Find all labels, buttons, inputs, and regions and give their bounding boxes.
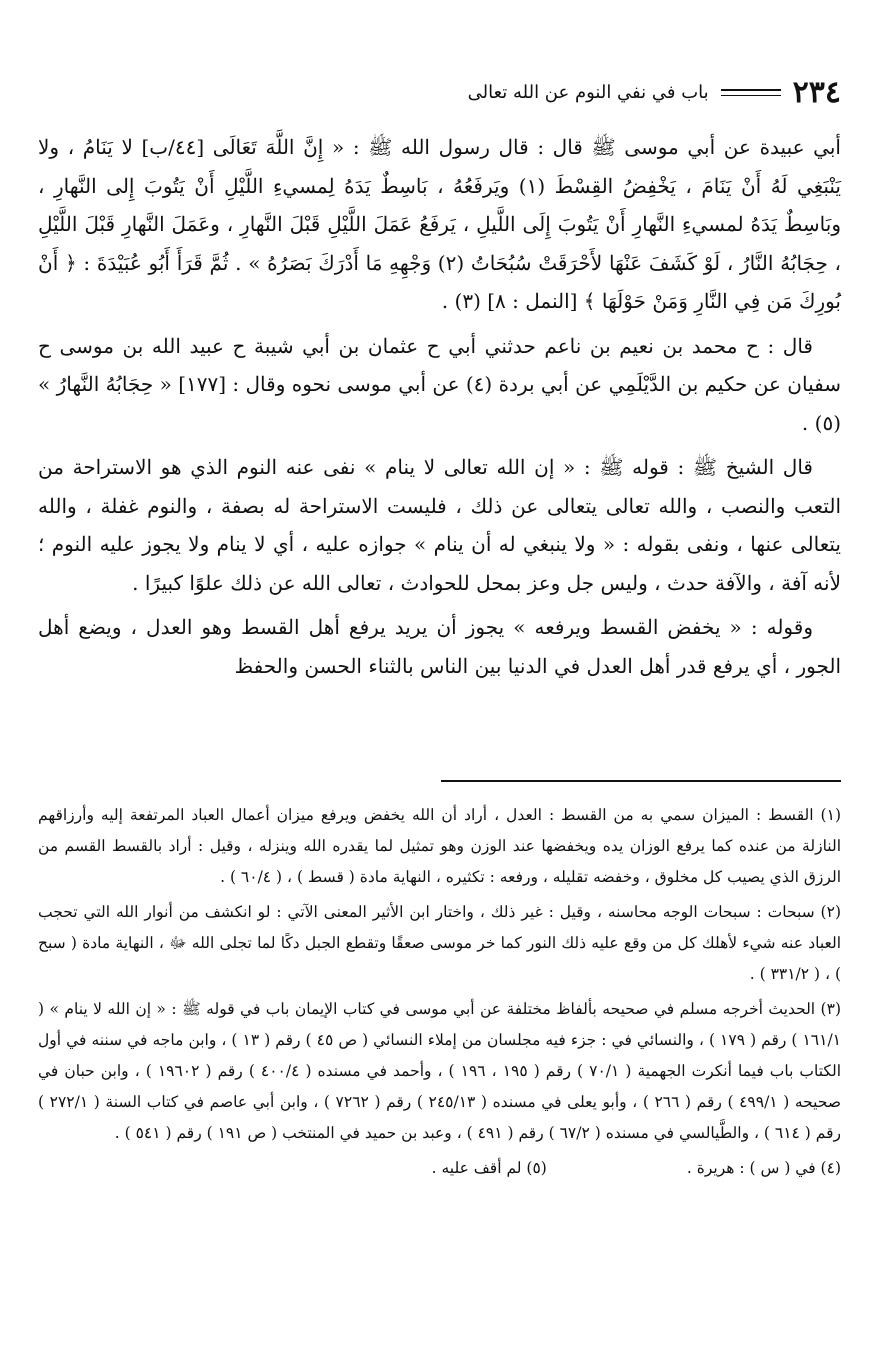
main-text <box>38 128 841 691</box>
paragraph-explanation: وقوله : « يخفض القسط ويرفعه » يجوز أن يريد يرفع أهل القسط وهو العدل ، ويضع أهل الجور ، أي يرفع قدر أهل العدل في الدنيا بين الناس بالثناء الحسن والحفظ <box>38 615 841 678</box>
header-rule <box>721 89 781 96</box>
running-title: باب في نفي النوم عن الله تعالى <box>467 81 709 103</box>
footnote-4: (٤) في ( س ) : هريرة . <box>686 1159 841 1177</box>
paragraph-isnad: قال : ح محمد بن نعيم بن ناعم حدثني أبي ح عثمان بن أبي شيبة ح عبيد الله بن موسى ح سفيان عن حكيم بن الدَّيْلَمِي عن أبي بردة (٤) عن أبي موسى نحوه وقال : [١٧٧] « حِجَابُهُ النَّهارُ » (٥) . <box>38 333 841 435</box>
footnote-2: (٢) سبحات : سبحات الوجه محاسنه ، وقيل : غير ذلك ، واختار ابن الأثير المعنى الآتي : لو انكشف من أنوار الله التي تحجب العباد عنه شيء لأهلك كل من وقع عليه ذلك النور كما خر موسى صعقًا وتقطع الجبل دكًا لما تجلى الله ﷻ ، النهاية مادة ( سبح ) ، ( ٣٣١/٢ ) . <box>38 903 841 983</box>
footnote-3: (٣) الحديث أخرجه مسلم في صحيحه بألفاظ مختلفة عن أبي موسى في كتاب الإيمان باب في قوله ﷺ : « إن الله لا ينام » ( ١٦١/١ ) رقم ( ١٧٩ ) ، والنسائي في : جزء فيه مجلسان من إملاء النسائي ( ص ٤٥ ) رقم ( ١٣ ) ، وابن ماجه في سننه في أول الكتاب باب فيما أنكرت الجهمية ( ٧٠/١ ) رقم ( ١٩٥ ، ١٩٦ ) ، وأحمد في مسنده ( ٤٠٠/٤ ) رقم ( ١٩٦٠٢ ) ، وابن حبان في صحيحه ( ٤٩٩/١ ) رقم ( ٢٦٦ ) ، وأبو يعلى في مسنده ( ٢٤٥/١٣ ) رقم ( ٧٢٦٢ ) ، وابن أبي عاصم في كتاب السنة ( ٢٧٢/١ ) رقم ( ٦١٤ ) ، والطَّيالسي في مسنده ( ٦٧/٢ ) رقم ( ٤٩١ ) ، وعبد بن حميد في المنتخب ( ص ١٩١ ) رقم ( ٥٤١ ) . <box>38 1000 842 1142</box>
footnotes <box>38 800 841 1184</box>
footnote-divider <box>441 780 841 782</box>
page-header <box>36 72 841 112</box>
footnote-1: (١) القسط : الميزان سمي به من القسط : العدل ، أراد أن الله يخفض ويرفع ميزان أعمال العباد المرتفعة إليه وأرزاقهم النازلة من عنده كما يرفع الوزان يده ويخفضها عند الوزن وهو تمثيل لما يقدره الله وينزله ، وقيل : أراد بالقسط القسم من الرزق الذي يصيب كل مخلوق ، وخفضه تقليله ، ورفعه : تكثيره ، النهاية مادة ( قسط ) ، ( ٦٠/٤ ) . <box>38 806 841 886</box>
page-number: ٢٣٤ <box>792 74 841 110</box>
paragraph-hadith: أبي عبيدة عن أبي موسى ﷺ قال : قال رسول الله ﷺ : « إِنَّ اللَّهَ تَعَالَى [٤٤/ب] لا يَنَامُ ، ولا يَنْبَغِي لَهُ أَنْ يَنَامَ ، يَخْفِضُ القِسْطَ (١) ويَرفَعُهُ ، بَاسِطٌ يَدَهُ لِمسيءِ اللَّيْلِ أَنْ يَتُوبَ إِلى النَّهارِ ، وبَاسِطٌ يَدَهُ لمسيءِ النَّهارِ أَنْ يَتُوبَ إِلَى اللَّيلِ ، يَرفَعُ عَمَلَ اللَّيْلِ قَبْلَ النَّهارِ ، وعَمَلَ النَّهارِ قَبْلَ اللَّيْلِ ، حِجَابُهُ النَّارُ ، لَوْ كَشَفَ عَنْهَا لأَحْرَقَتْ سُبُحَاتُ (٢) وَجْهِهِ مَا أَدْرَكَ بَصَرُهُ » . ثُمَّ قَرَأَ أَبُو عُبَيْدَةَ : ﴿ أَنْ بُورِكَ مَن فِي النَّارِ وَمَنْ حَوْلَهَا ﴾ [النمل : ٨] (٣) . <box>38 135 842 313</box>
paragraph-commentary: قال الشيخ ﷺ : قوله ﷺ : « إن الله تعالى لا ينام » نفى عنه النوم الذي هو الاستراحة من التعب والنصب ، والله تعالى يتعالى عن ذلك ، فليست الاستراحة له بصفة ، والنوم غفلة ، والله يتعالى عنها ، ونفى بقوله : « ولا ينبغي له أن ينام » جوازه عليه ، أي لا ينام ولا يجوز عليه النوم ؛ لأنه آفة ، والآفة حدث ، وليس جل وعز بمحل للحوادث ، تعالى الله عن ذلك علوًا كبيرًا . <box>38 455 841 595</box>
footnote-row-4-5 <box>38 1153 841 1184</box>
footnote-5: (٥) لم أقف عليه . <box>431 1159 547 1177</box>
